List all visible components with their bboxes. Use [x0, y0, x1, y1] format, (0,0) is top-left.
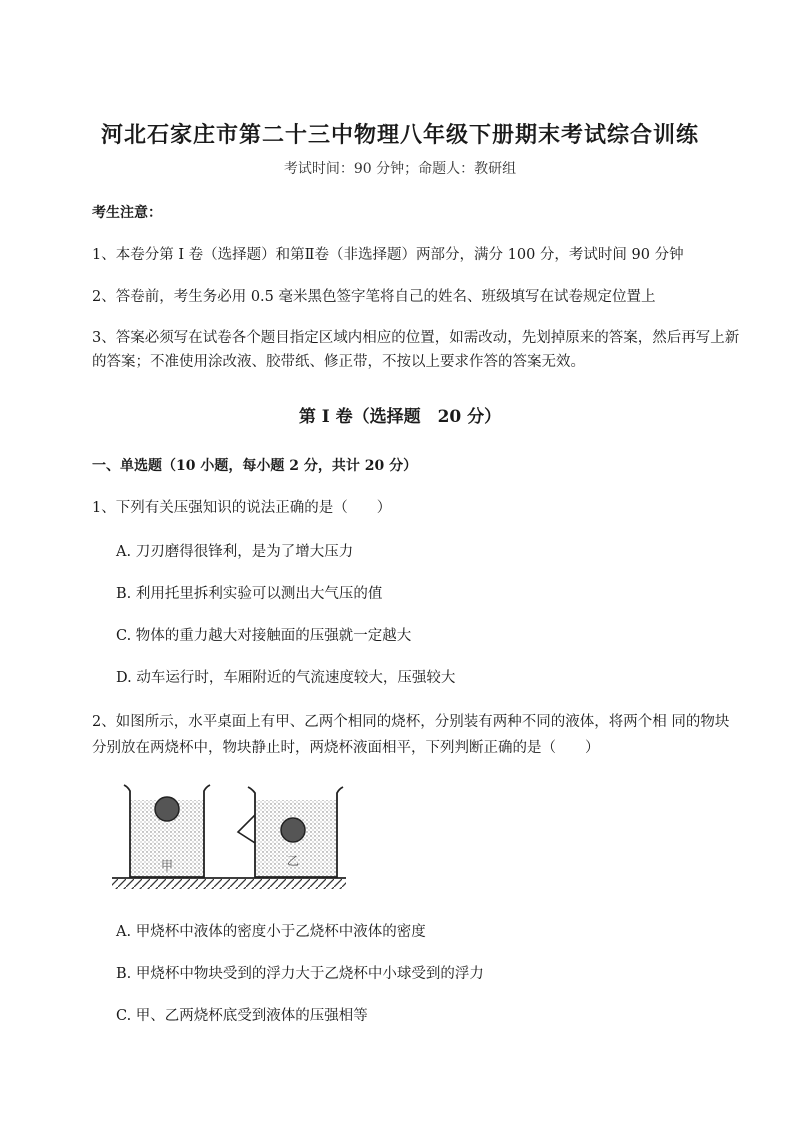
beaker-left-label: 甲 — [160, 859, 174, 873]
question-2-stem-line-1: 2、如图所示，水平桌面上有甲、乙两个相同的烧杯，分别装有两种不同的液体，将两个相 同的物块 — [92, 714, 730, 730]
exam-title: 河北石家庄市第二十三中物理八年级下册期末考试综合训练 — [100, 122, 699, 148]
beakers-figure — [110, 775, 350, 895]
question-2-stem-line-2: 分别放在两烧杯中，物块静止时，两烧杯液面相平，下列判断正确的是（ ） — [92, 740, 600, 756]
question-2-option-a: A. 甲烧杯中液体的密度小于乙烧杯中液体的密度 — [116, 924, 426, 940]
question-1-option-d: D. 动车运行时，车厢附近的气流速度较大，压强较大 — [116, 670, 456, 686]
notice-heading: 考生注意： — [92, 205, 162, 221]
part-heading: 一、单选题（10 小题，每小题 2 分，共计 20 分） — [92, 458, 418, 474]
question-2-option-c: C. 甲、乙两烧杯底受到液体的压强相等 — [116, 1008, 368, 1024]
beaker-right — [238, 787, 343, 877]
notice-item-3: 3、答案必须写在试卷各个题目指定区域内相应的位置，如需改动，先划掉原来的答案，然后再写上新的答案；不准使用涂改液、胶带纸、修正带，不按以上要求作答的答案无效。 — [92, 330, 740, 370]
exam-subtitle: 考试时间：90 分钟；命题人：教研组 — [283, 161, 517, 177]
notice-item-1: 1、本卷分第 I 卷（选择题）和第Ⅱ卷（非选择题）两部分，满分 100 分，考试时间 90 分钟 — [92, 247, 684, 263]
question-1-option-a: A. 刀刃磨得很锋利，是为了增大压力 — [116, 544, 354, 560]
table-surface — [112, 878, 346, 889]
notice-item-2: 2、答卷前，考生务必用 0.5 毫米黑色签字笔将自己的姓名、班级填写在试卷规定位置上 — [92, 289, 656, 305]
section-title: 第 I 卷（选择题 20 分） — [298, 407, 502, 427]
question-2-option-b: B. 甲烧杯中物块受到的浮力大于乙烧杯中小球受到的浮力 — [116, 966, 484, 982]
beaker-right-label: 乙 — [286, 854, 300, 868]
question-1-option-c: C. 物体的重力越大对接触面的压强就一定越大 — [116, 628, 412, 644]
question-1-stem: 1、下列有关压强知识的说法正确的是（ ） — [92, 500, 392, 516]
beaker-spout — [238, 815, 255, 843]
block-left — [155, 797, 179, 821]
block-right — [281, 818, 305, 842]
beaker-left — [124, 785, 210, 877]
question-1-option-b: B. 利用托里拆利实验可以测出大气压的值 — [116, 586, 383, 602]
